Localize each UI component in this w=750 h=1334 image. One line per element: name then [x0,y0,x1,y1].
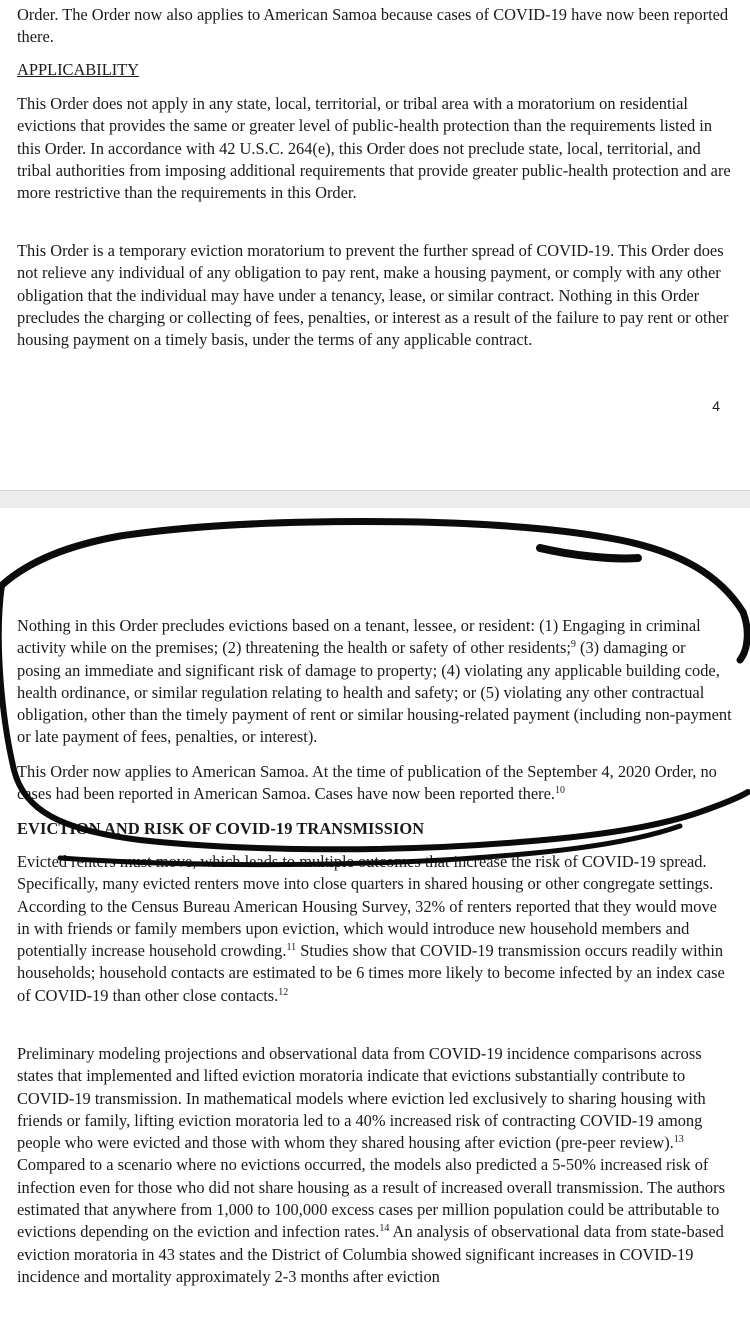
applicability-heading: APPLICABILITY [17,60,140,79]
eviction-outcomes-paragraph [17,851,733,1007]
eviction-risk-heading: EVICTION AND RISK OF COVID-19 TRANSMISSION [17,819,425,838]
exceptions-text-a: Nothing in this Order precludes evictions based on a tenant, lessee, or resident: (1) Engaging in criminal activity while on the premises; (2) threatening the health or safety of other residents; [17,616,701,658]
modeling-paragraph [17,1043,733,1288]
footnote-ref-10: 10 [554,785,565,797]
applicability-paragraph-1: This Order does not apply in any state, local, territorial, or tribal area with a moratorium on residential evictions that provides the same or greater level of public-health protection than the requirements listed in this Order. In accordance with 42 U.S.C. 264(e), this Order does not preclude state, local, territorial, and tribal authorities from imposing additional requirements that provide greater public-health protection and are more restrictive than the requirements in this Order. [17,94,731,203]
intro-paragraph: Order. The Order now also applies to American Samoa because cases of COVID-19 have now been reported there. [17,5,729,47]
page-number: 4 [712,398,720,414]
document-page-5 [0,508,750,1334]
footnote-ref-12: 12 [278,986,289,998]
modeling-text-c: An analysis of observational data from state-based eviction moratoria in 43 states and the District of Columbia showed significant increases in COVID-19 incidence and mortality approximately 2-3 months after eviction [17,1222,724,1286]
american-samoa-paragraph [17,761,733,806]
modeling-text-a: Preliminary modeling projections and observational data from COVID-19 incidence comparisons across states that implemented and lifted eviction moratoria indicate that evictions substantially contribute to COVID-19 transmission. In mathematical models where eviction led exclusively to sharing housing with friends or family, lifting eviction moratoria led to a 40% increased risk of contracting COVID-19 among people who were evicted and those with whom they shared housing after eviction (pre-peer review). [17,1044,706,1153]
footnote-ref-13: 13 [673,1134,684,1146]
american-samoa-text: This Order now applies to American Samoa. At the time of publication of the September 4, 2020 Order, no cases had been reported in American Samoa. Cases have now been reported there. [17,762,717,804]
modeling-text-b: Compared to a scenario where no evictions occurred, the models also predicted a 5-50% increased risk of infection even for those who did not share housing as a result of increased overall transmission. The authors estimated that anywhere from 1,000 to 100,000 excess cases per million population could be attributable to evictions depending on the eviction and infection rates. [17,1155,725,1242]
page-separator [0,490,750,510]
footnote-ref-9: 9 [570,639,576,651]
exceptions-text-b: (3) damaging or posing an immediate and significant risk of damage to property; (4) violating any applicable building code, health ordinance, or similar regulation relating to health and safety; or (5) violating any other contractual obligation, other than the timely payment of rent or similar housing-related payment (including non-payment or late payment of fees, penalties, or interest). [17,638,732,747]
footnote-ref-11: 11 [286,942,297,954]
footnote-ref-14: 14 [379,1223,390,1235]
document-page-4 [0,0,750,490]
applicability-paragraph-2: This Order is a temporary eviction moratorium to prevent the further spread of COVID-19. This Order does not relieve any individual of any obligation to pay rent, make a housing payment, or comply with any other obligation that the individual may have under a tenancy, lease, or similar contract. Nothing in this Order precludes the charging or collecting of fees, penalties, or interest as a result of the failure to pay rent or other housing payment on a timely basis, under the terms of any applicable contract. [17,241,729,350]
eviction-outcomes-text-b: Studies show that COVID-19 transmission occurs readily within households; household contacts are estimated to be 6 times more likely to become infected by an index case of COVID-19 than other close contacts. [17,941,725,1005]
eviction-outcomes-text-a: Evicted renters must move, which leads to multiple outcomes that increase the risk of COVID-19 spread. Specifically, many evicted renters move into close quarters in shared housing or other congregate settings. According to the Census Bureau American Housing Survey, 32% of renters reported that they would move in with friends or family members upon eviction, which would introduce new household members and potentially increase household crowding. [17,852,717,961]
exceptions-paragraph [17,615,733,749]
